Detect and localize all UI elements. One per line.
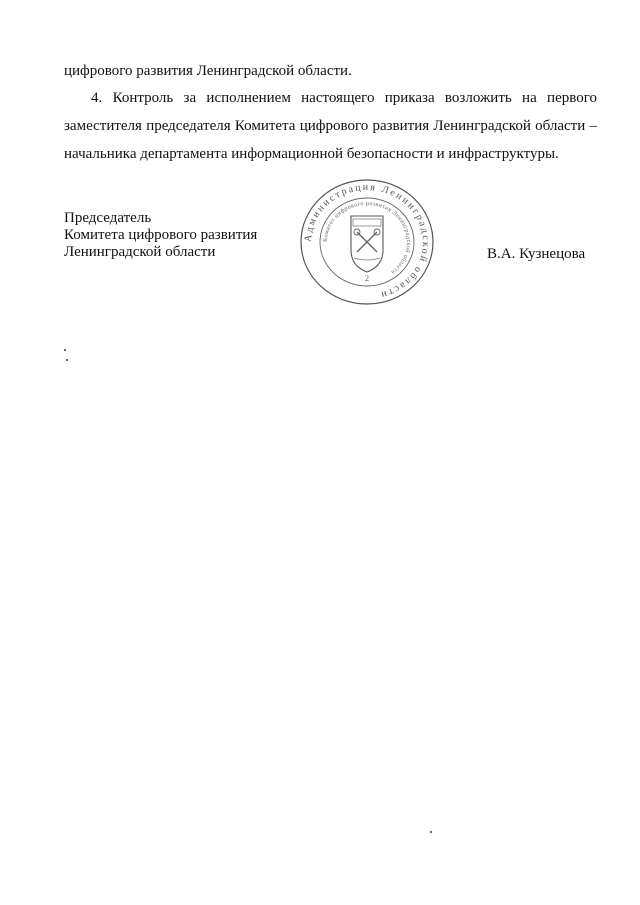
- signatory-title: [64, 210, 257, 261]
- signatory-title-line: Ленинградской области: [64, 244, 216, 260]
- signatory-title-line: Председатель: [64, 210, 152, 226]
- signatory-title-line: Комитета цифрового развития: [64, 227, 258, 243]
- scan-speck: [64, 349, 66, 351]
- seal-outer-text: Администрация Ленинградской области: [302, 181, 432, 301]
- signatory-name: В.А. Кузнецова: [487, 246, 586, 262]
- scan-speck: [430, 831, 432, 833]
- official-seal: [299, 178, 435, 306]
- text-line: начальника департамента информационной безопасности и инфраструктуры.: [64, 146, 559, 162]
- coat-of-arms-icon: [351, 216, 383, 272]
- text-line: цифрового развития Ленинградской области.: [64, 63, 352, 79]
- text-line: 4. Контроль за исполнением настоящего приказа возложить на первого: [91, 90, 597, 106]
- seal-inner-text: Комитет цифрового развития Ленинградской области: [322, 200, 412, 276]
- paragraph-continuation: [64, 57, 597, 85]
- text-line: заместителя председателя Комитета цифрового развития Ленинградской области –: [64, 118, 597, 134]
- seal-number: 2: [365, 274, 369, 283]
- scan-speck: [66, 359, 68, 361]
- paragraph-item-4: [64, 84, 597, 168]
